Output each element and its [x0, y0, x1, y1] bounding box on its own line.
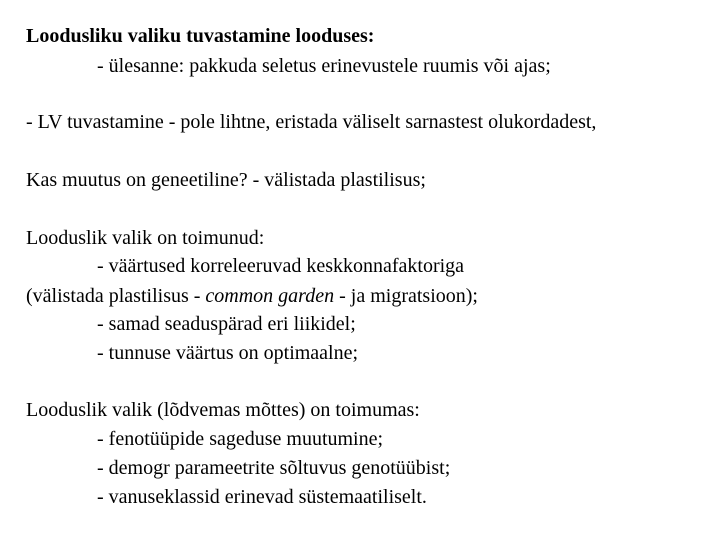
ongoing-item-3: - vanuseklassid erinevad süstemaatiliselt. [97, 486, 427, 508]
slide-heading: Loodusliku valiku tuvastamine looduses: [26, 25, 375, 47]
continuation-text-a: (välistada plastilisus - [26, 285, 206, 307]
occurred-item-1: - väärtused korreleeruvad keskkonnafaktoriga [97, 255, 465, 277]
occurred-item-2: - samad seaduspärad eri liikidel; [97, 313, 356, 335]
occurred-item-1-continuation [26, 284, 478, 308]
heading-subpoint: - ülesanne: pakkuda seletus erinevustele ruumis või ajas; [97, 55, 551, 77]
continuation-text-b: - ja migratsioon); [334, 285, 478, 307]
occurred-title: Looduslik valik on toimunud: [26, 227, 265, 249]
genetic-question-line: Kas muutus on geneetiline? - välistada plastilisus; [26, 169, 426, 191]
occurred-item-3: - tunnuse väärtus on optimaalne; [97, 342, 359, 364]
ongoing-item-1: - fenotüüpide sageduse muutumine; [97, 428, 384, 450]
common-garden-term: common garden [205, 285, 335, 307]
ongoing-item-2: - demogr parameetrite sõltuvus genotüübist; [97, 457, 451, 479]
ongoing-title: Looduslik valik (lõdvemas mõttes) on toimumas: [26, 399, 420, 421]
lv-detection-line: - LV tuvastamine - pole lihtne, eristada väliselt sarnastest olukordadest, [26, 111, 597, 133]
